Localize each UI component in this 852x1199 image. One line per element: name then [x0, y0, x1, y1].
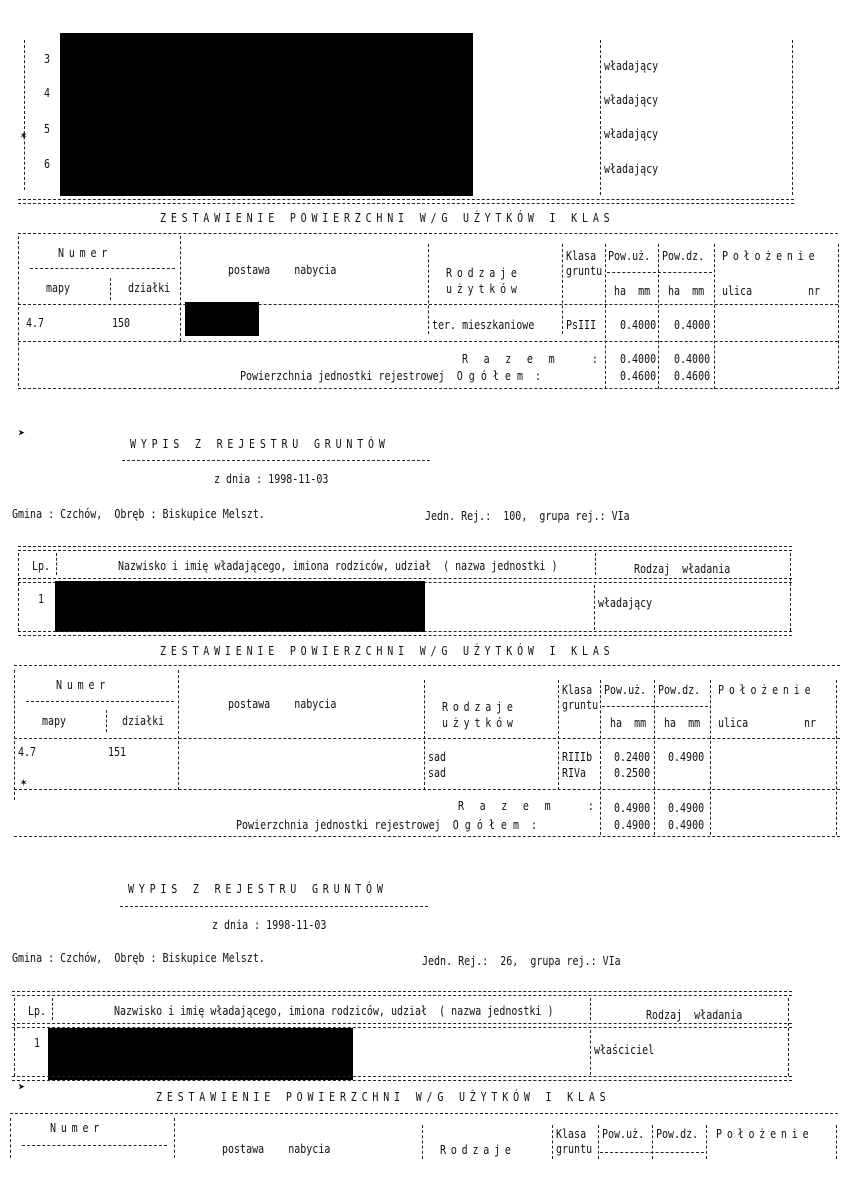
razem-label: R a z e m :: [462, 351, 603, 366]
hdr-polozenie: Położenie: [722, 248, 820, 263]
hdr-postawa: postawa nabycia: [228, 696, 337, 711]
hdr-mapy: mapy: [46, 280, 71, 295]
redaction-box: [60, 33, 473, 196]
scan-mark: ✶: [20, 128, 28, 142]
rodzaj-cell: władający: [604, 126, 659, 141]
wypis-date: z dnia : 1998-11-03: [212, 917, 327, 932]
double-rule: [18, 199, 794, 204]
hdr-powuz: Pow.uż.: [608, 248, 651, 263]
ogolem-powuz: 0.4600: [620, 368, 657, 383]
hdr-mapy: mapy: [42, 713, 67, 728]
section-title: ZESTAWIENIE POWIERZCHNI W/G UŻYTKÓW I KLAS: [160, 643, 615, 658]
hdr-ha: ha mm: [664, 715, 701, 730]
cell-klasa: RIVa: [562, 765, 587, 780]
cell-powdz: 0.4900: [668, 749, 705, 764]
cell-uzytek: sad: [428, 749, 447, 764]
rodzaj-cell: władający: [604, 161, 659, 176]
hdr-nr: nr: [804, 715, 817, 730]
gmina-line: Gmina : Czchów, Obręb : Biskupice Melszt.: [12, 950, 265, 965]
section-title: ZESTAWIENIE POWIERZCHNI W/G UŻYTKÓW I KLAS: [160, 210, 615, 225]
section-title: ZESTAWIENIE POWIERZCHNI W/G UŻYTKÓW I KLAS: [156, 1089, 611, 1104]
cell-mapy: 4.7: [26, 315, 45, 330]
owner-rodzaj: władający: [598, 595, 653, 610]
col-lp: Lp.: [28, 1003, 47, 1018]
hdr-nr: nr: [808, 283, 821, 298]
hdr-rodzaje: Rodzaje: [442, 699, 518, 714]
jedn-rej-line: Jedn. Rej.: 26, grupa rej.: VIa: [422, 953, 621, 968]
ogolem-label: Powierzchnia jednostki rejestrowej O g ó ł e m :: [236, 817, 538, 832]
hdr-dzialki: działki: [128, 280, 171, 295]
hdr-klasa: Klasa: [562, 682, 593, 697]
cell-dzialki: 150: [112, 315, 131, 330]
hdr-dzialki: działki: [122, 713, 165, 728]
scan-mark: ➤: [18, 1080, 26, 1094]
col-name: Nazwisko i imię władającego, imiona rodziców, udział ( nazwa jednostki ): [114, 1003, 554, 1018]
cell-powuz: 0.2500: [614, 765, 651, 780]
wypis-date: z dnia : 1998-11-03: [214, 471, 329, 486]
cell-powuz: 0.4000: [620, 317, 657, 332]
owner-lp: 1: [38, 591, 45, 606]
cell-powdz: 0.4000: [674, 317, 711, 332]
col-name: Nazwisko i imię władającego, imiona rodziców, udział ( nazwa jednostki ): [118, 558, 558, 573]
hdr-klasa: Klasa: [566, 248, 597, 263]
hdr-ha: ha mm: [668, 283, 705, 298]
hdr-ulica: ulica: [722, 283, 753, 298]
owner-rodzaj: właściciel: [594, 1042, 655, 1057]
ogolem-label: Powierzchnia jednostki rejestrowej O g ó ł e m :: [240, 368, 542, 383]
lp-cell: 5: [44, 121, 51, 136]
hdr-postawa: postawa nabycia: [222, 1141, 331, 1156]
hdr-uzytkow: użytków: [446, 281, 522, 296]
hdr-numer: Numer: [50, 1120, 105, 1135]
jedn-rej-line: Jedn. Rej.: 100, grupa rej.: VIa: [425, 508, 630, 523]
hdr-polozenie: Położenie: [716, 1126, 814, 1141]
hdr-ha: ha mm: [610, 715, 647, 730]
razem-powuz: 0.4000: [620, 351, 657, 366]
hdr-polozenie: Położenie: [718, 682, 816, 697]
rodzaj-cell: władający: [604, 92, 659, 107]
redaction-box: [185, 302, 259, 336]
hdr-powdz: Pow.dz.: [658, 682, 701, 697]
cell-uzytek: ter. mieszkaniowe: [432, 317, 535, 332]
cell-uzytek: sad: [428, 765, 447, 780]
hdr-powdz: Pow.dz.: [656, 1126, 699, 1141]
hdr-numer: Numer: [58, 245, 113, 260]
cell-dzialki: 151: [108, 744, 127, 759]
wypis-title: WYPIS Z REJESTRU GRUNTÓW: [130, 436, 390, 451]
hdr-uzytkow: użytków: [442, 715, 518, 730]
gmina-line: Gmina : Czchów, Obręb : Biskupice Melszt.: [12, 506, 265, 521]
wypis-title: WYPIS Z REJESTRU GRUNTÓW: [128, 881, 388, 896]
cell-klasa: RIIIb: [562, 749, 593, 764]
razem-powdz: 0.4000: [674, 351, 711, 366]
hdr-powuz: Pow.uż.: [604, 682, 647, 697]
cell-powuz: 0.2400: [614, 749, 651, 764]
hdr-klasa: Klasa: [556, 1126, 587, 1141]
lp-cell: 3: [44, 51, 51, 66]
hdr-powdz: Pow.dz.: [662, 248, 705, 263]
hdr-gruntu: gruntu: [556, 1141, 593, 1156]
hdr-gruntu: gruntu: [566, 263, 603, 278]
scan-mark: ✶: [20, 775, 28, 789]
hdr-postawa: postawa nabycia: [228, 262, 337, 277]
cell-klasa: PsIII: [566, 317, 597, 332]
hdr-ulica: ulica: [718, 715, 749, 730]
lp-cell: 6: [44, 156, 51, 171]
redaction-box: [48, 1028, 353, 1080]
ogolem-powuz: 0.4900: [614, 817, 651, 832]
lp-cell: 4: [44, 85, 51, 100]
col-rodzaj: Rodzaj władania: [646, 1007, 743, 1022]
hdr-numer: Numer: [56, 677, 111, 692]
ogolem-powdz: 0.4600: [674, 368, 711, 383]
hdr-rodzaje: Rodzaje: [446, 265, 522, 280]
razem-powdz: 0.4900: [668, 800, 705, 815]
razem-label: R a z e m :: [458, 798, 599, 813]
rodzaj-cell: władający: [604, 58, 659, 73]
razem-powuz: 0.4900: [614, 800, 651, 815]
hdr-gruntu: gruntu: [562, 697, 599, 712]
redaction-box: [55, 581, 425, 632]
cell-mapy: 4.7: [18, 744, 37, 759]
scan-mark: ➤: [18, 426, 26, 440]
hdr-ha: ha mm: [614, 283, 651, 298]
col-lp: Lp.: [32, 558, 51, 573]
ogolem-powdz: 0.4900: [668, 817, 705, 832]
hdr-rodzaje: Rodzaje: [440, 1142, 516, 1157]
col-rodzaj: Rodzaj władania: [634, 561, 731, 576]
hdr-powuz: Pow.uż.: [602, 1126, 645, 1141]
owner-lp: 1: [34, 1035, 41, 1050]
